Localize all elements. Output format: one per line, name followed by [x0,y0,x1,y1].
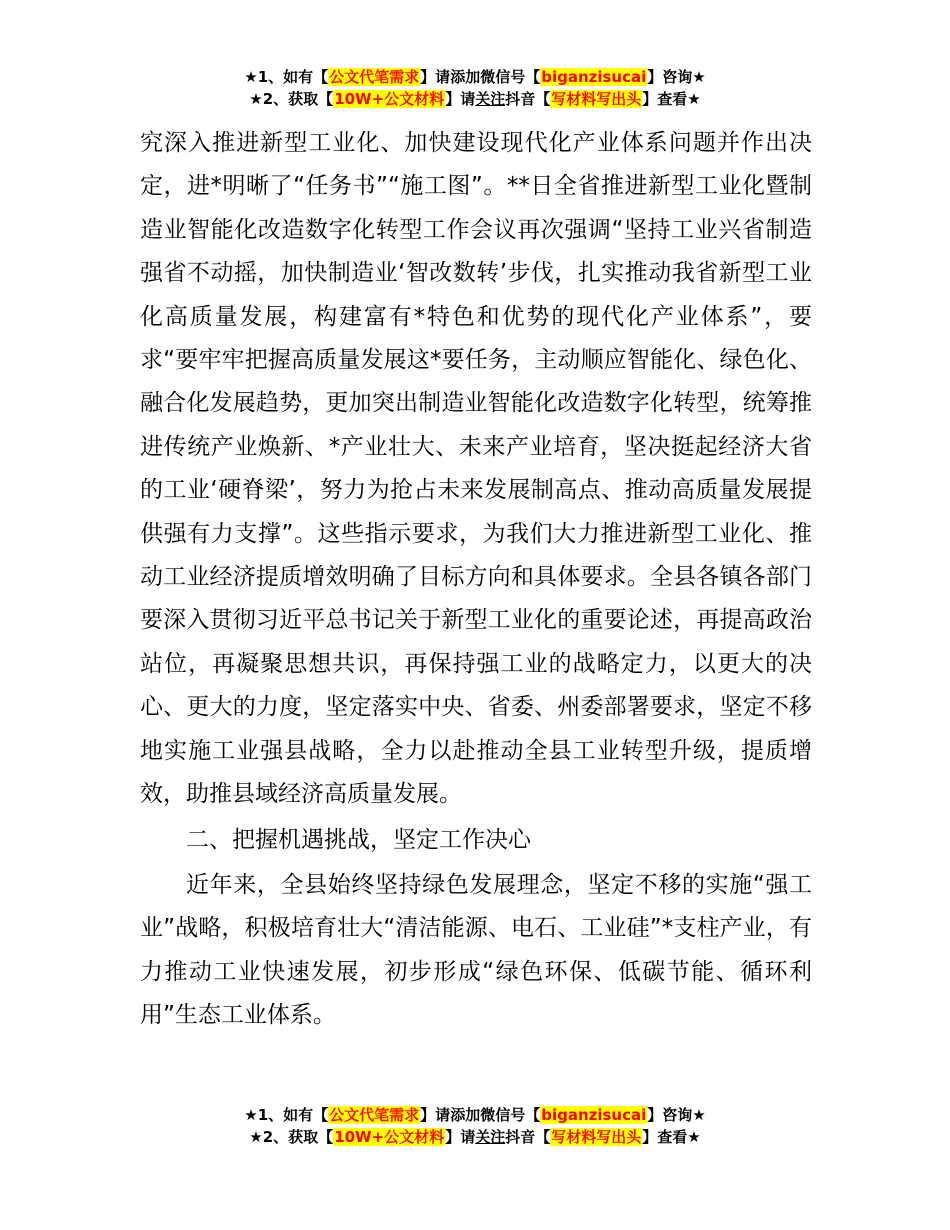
banner-text: ★2、获取【 [249,1128,334,1146]
banner-text: 抖音【 [505,1128,551,1146]
section-heading-2: 二、把握机遇挑战，坚定工作决心 [186,826,531,853]
banner-text: 】请 [420,68,451,86]
footer-banner [0,1104,950,1148]
banner-text: ★2、获取【 [249,90,334,108]
banner-text: 】查看★ [642,1128,701,1146]
highlight-douyin-account: 写材料写出头 [551,90,642,108]
banner-text: 】查看★ [642,90,701,108]
banner-text: 】咨询★ [647,1106,706,1124]
banner-text: 关注 [475,90,506,108]
banner-text: ★1、如有【 [244,1106,329,1124]
banner-line-2 [0,88,950,110]
banner-text: ★1、如有【 [244,68,329,86]
banner-text: 】咨询★ [647,68,706,86]
document-body [140,122,812,1038]
highlight-wechat-id: biganzisucai [541,1106,647,1124]
highlight-douyin-account: 写材料写出头 [551,1128,642,1146]
banner-text: 关注 [475,1128,506,1146]
highlight-service: 公文代笔需求 [329,1106,420,1124]
banner-line-2 [0,1126,950,1148]
header-banner [0,66,950,110]
banner-line-1 [0,66,950,88]
highlight-materials: 10W+公文材料 [334,90,445,108]
banner-text: 】请 [445,1128,476,1146]
banner-text: 微信号【 [480,1106,541,1124]
highlight-service: 公文代笔需求 [329,68,420,86]
banner-text: 添加 [450,1106,481,1124]
highlight-wechat-id: biganzisucai [541,68,647,86]
highlight-materials: 10W+公文材料 [334,1128,445,1146]
paragraph-1: 究深入推进新型工业化、加快建设现代化产业体系问题并作出决定，进*明晰了“任务书”“施工图”。**日全省推进新型工业化暨制造业智能化改造数字化转型工作会议再次强调“坚持工业兴省制造强省不动摇，加快制造业‘智改数转’步伐，扎实推动我省新型工业化高质量发展，构建富有*特色和优势的现代化产业体系”，要求“要牢牢把握高质量发展这*要任务，主动顺应智能化、绿色化、融合化发展趋势，更加突出制造业智能化改造数字化转型，统筹推进传统产业焕新、*产业壮大、未来产业培育，坚决挺起经济大省的工业‘硬脊梁’，努力为抢占未来发展制高点、推动高质量发展提供强有力支撑”。这些指示要求，为我们大力推进新型工业化、推动工业经济提质增效明确了目标方向和具体要求。全县各镇各部门要深入贯彻习近平总书记关于新型工业化的重要论述，再提高政治站位，再凝聚思想共识，再保持强工业的战略定力，以更大的决心、更大的力度，坚定落实中央、省委、州委部署要求，坚定不移地实施工业强县战略，全力以赴推动全县工业转型升级，提质增效，助推县域经济高质量发展。 [140,130,812,808]
banner-text: 添加 [450,68,481,86]
banner-text: 抖音【 [505,90,551,108]
banner-line-1 [0,1104,950,1126]
banner-text: 微信号【 [480,68,541,86]
paragraph-2: 近年来，全县始终坚持绿色发展理念，坚定不移的实施“强工业”战略，积极培育壮大“清洁能源、电石、工业硅”*支柱产业，有力推动工业快速发展，初步形成“绿色环保、低碳节能、循环利用”生态工业体系。 [140,871,812,1029]
banner-text: 】请 [445,90,476,108]
banner-text: 】请 [420,1106,451,1124]
